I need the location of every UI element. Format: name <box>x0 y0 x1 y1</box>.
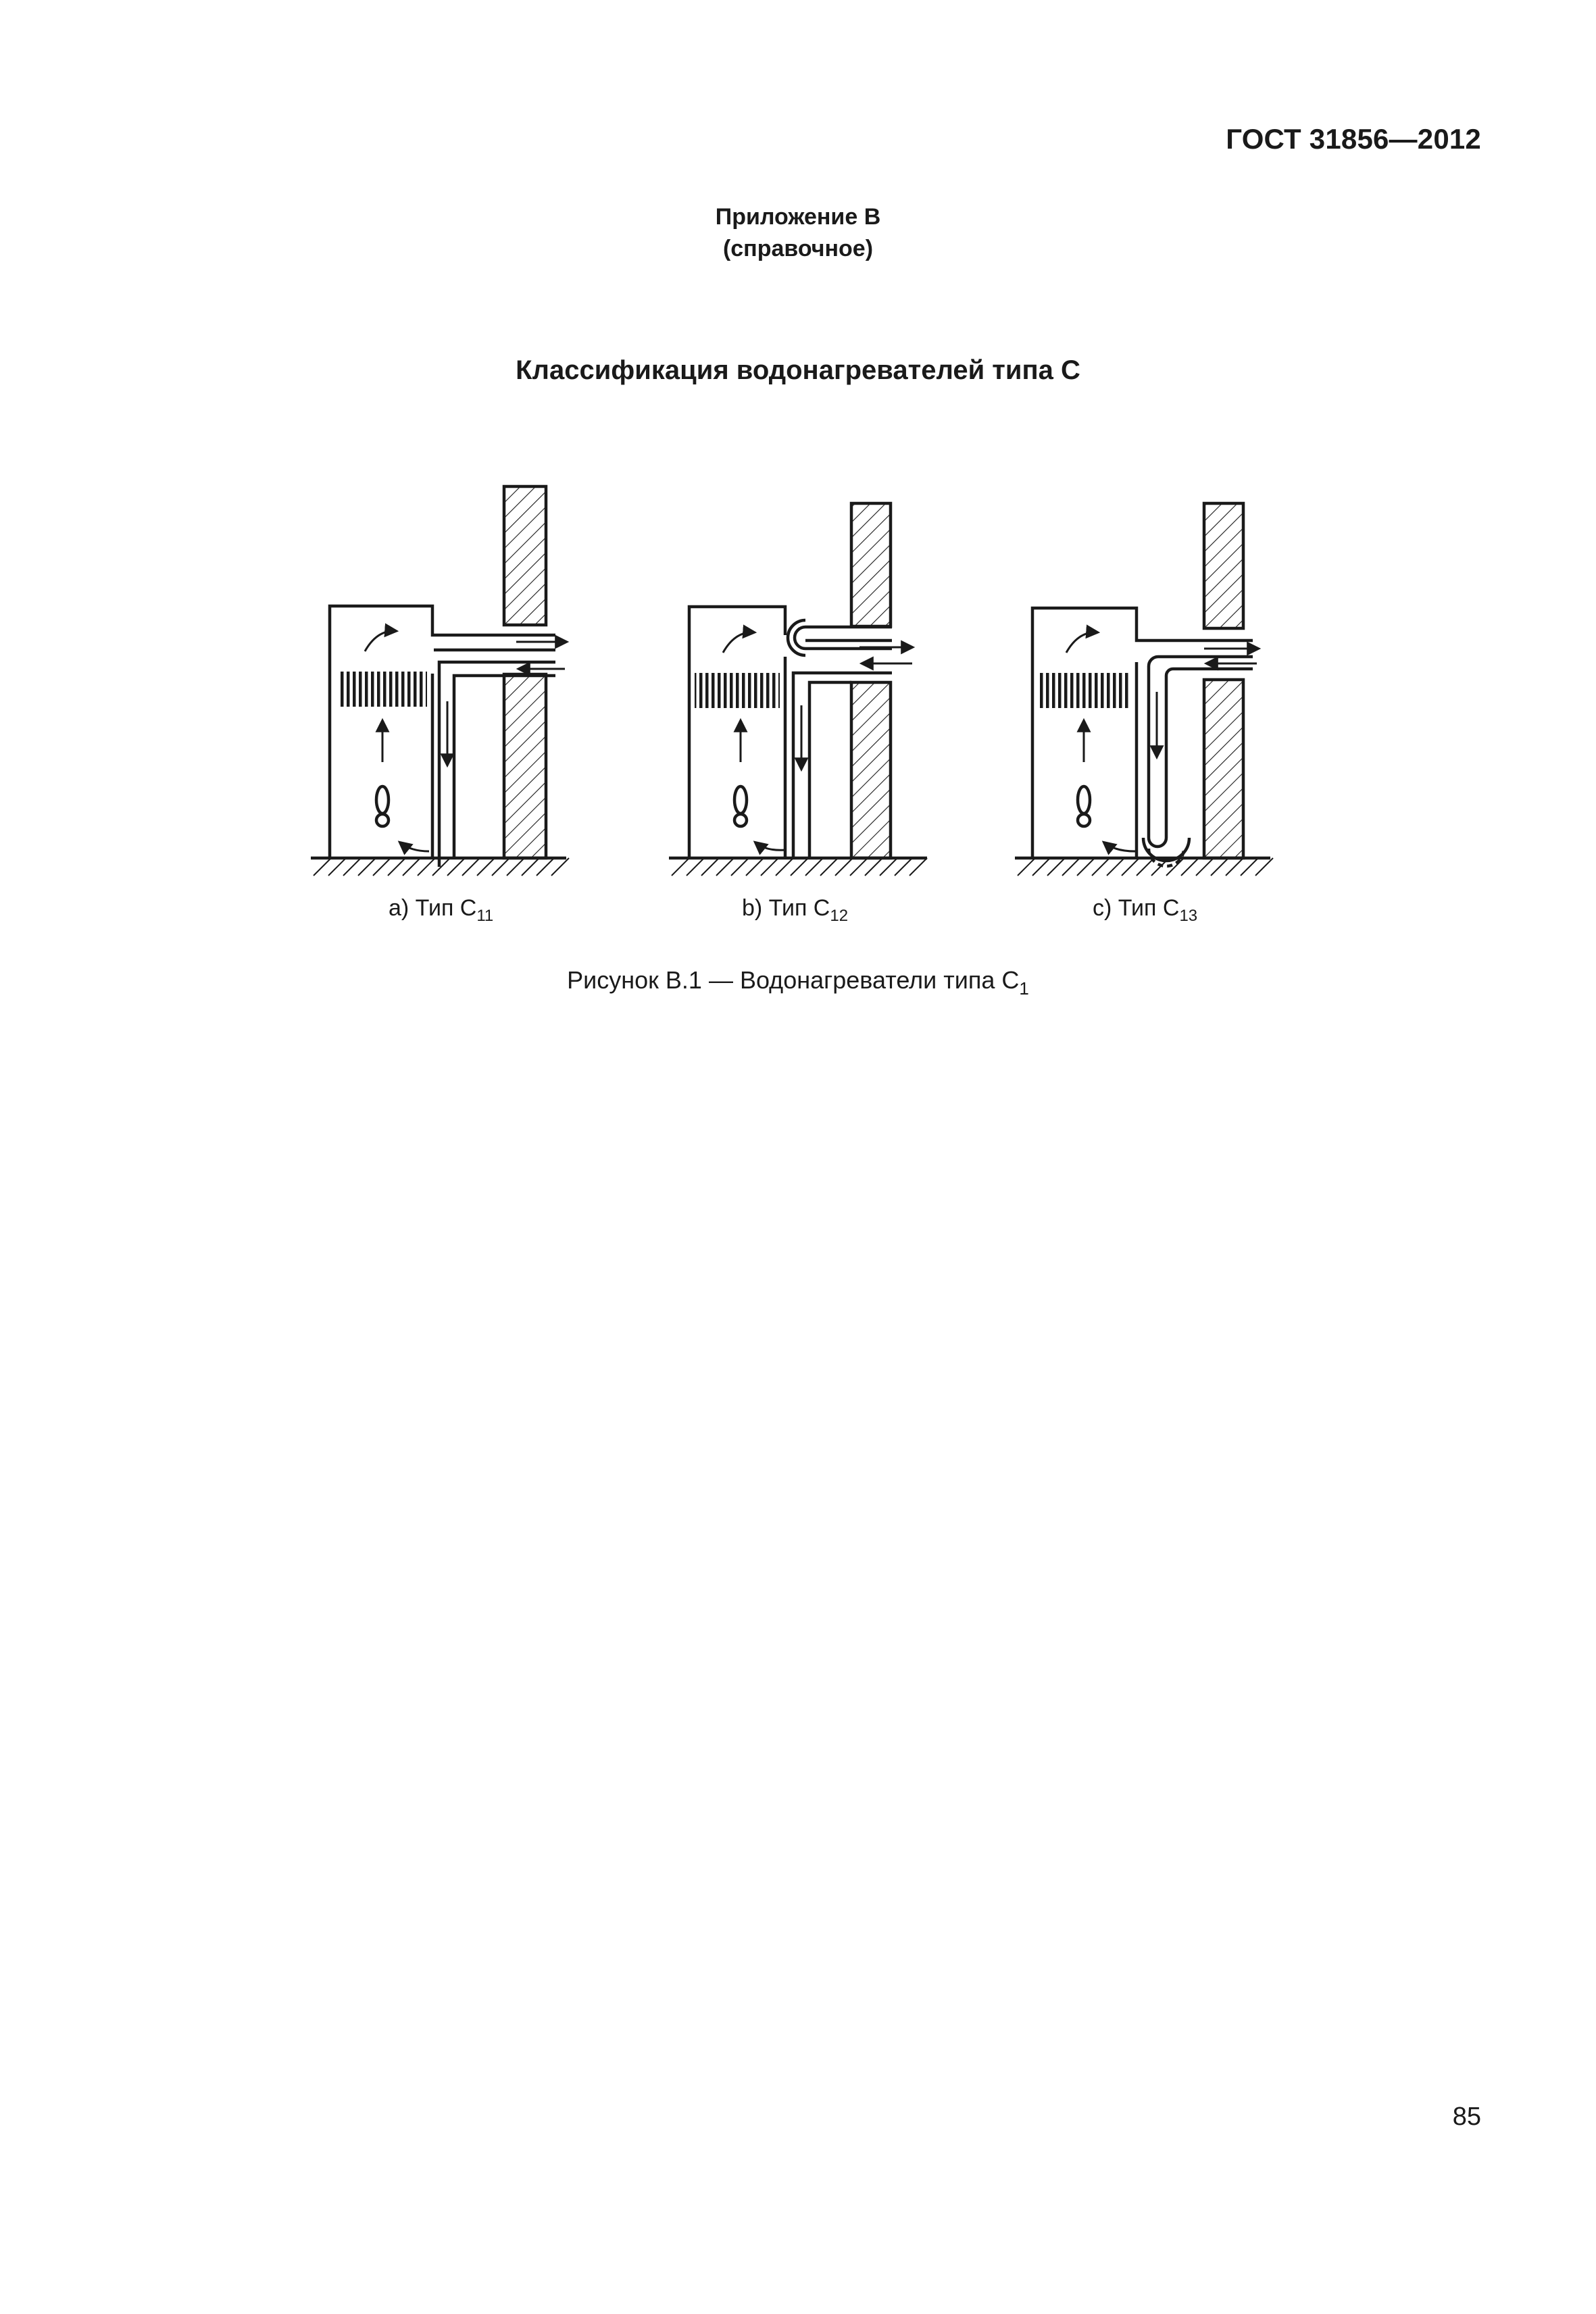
section-title: Классификация водонагревателей типа С <box>516 355 1080 385</box>
heat-exchanger-a <box>338 672 427 707</box>
burner-flame-c <box>1078 786 1090 813</box>
standard-number: ГОСТ 31856—2012 <box>1226 123 1481 155</box>
wall-b-lower <box>851 682 891 858</box>
wall-a-lower <box>504 674 546 858</box>
floor-hatch-b <box>672 858 927 876</box>
annex-kind: (справочное) <box>722 236 874 261</box>
page-number: 85 <box>1452 2103 1481 2131</box>
panel-b-label: b) Тип $С_{12}$ <box>742 895 849 925</box>
figure-caption: Рисунок В.1 — Водонагреватели типа $С_1$ <box>567 966 1029 999</box>
panel-c-drawing <box>1015 503 1273 876</box>
burner-flame-a <box>376 786 389 813</box>
panel-a-drawing <box>311 486 569 876</box>
panel-c-label: с) Тип $С_{13}$ <box>1093 895 1198 925</box>
floor-hatch-a <box>314 858 569 876</box>
wall-b-upper <box>851 503 891 626</box>
wall-c-lower <box>1204 680 1243 858</box>
burner-c <box>1078 814 1090 826</box>
wall-a-upper <box>504 486 546 625</box>
appliance-casing-b <box>689 607 785 858</box>
burner-b <box>734 814 747 826</box>
heat-exchanger-b <box>695 673 780 708</box>
annex-title: Приложение В <box>715 204 881 230</box>
burner-a <box>376 814 389 826</box>
panel-a-label: а) Тип $С_{11}$ <box>389 895 494 925</box>
wall-c-upper <box>1204 503 1243 628</box>
heat-exchanger-c <box>1039 673 1128 708</box>
panel-b-drawing <box>669 503 927 876</box>
burner-flame-b <box>734 786 747 813</box>
floor-hatch-c <box>1018 858 1273 876</box>
water-heater-diagram <box>304 473 1304 939</box>
